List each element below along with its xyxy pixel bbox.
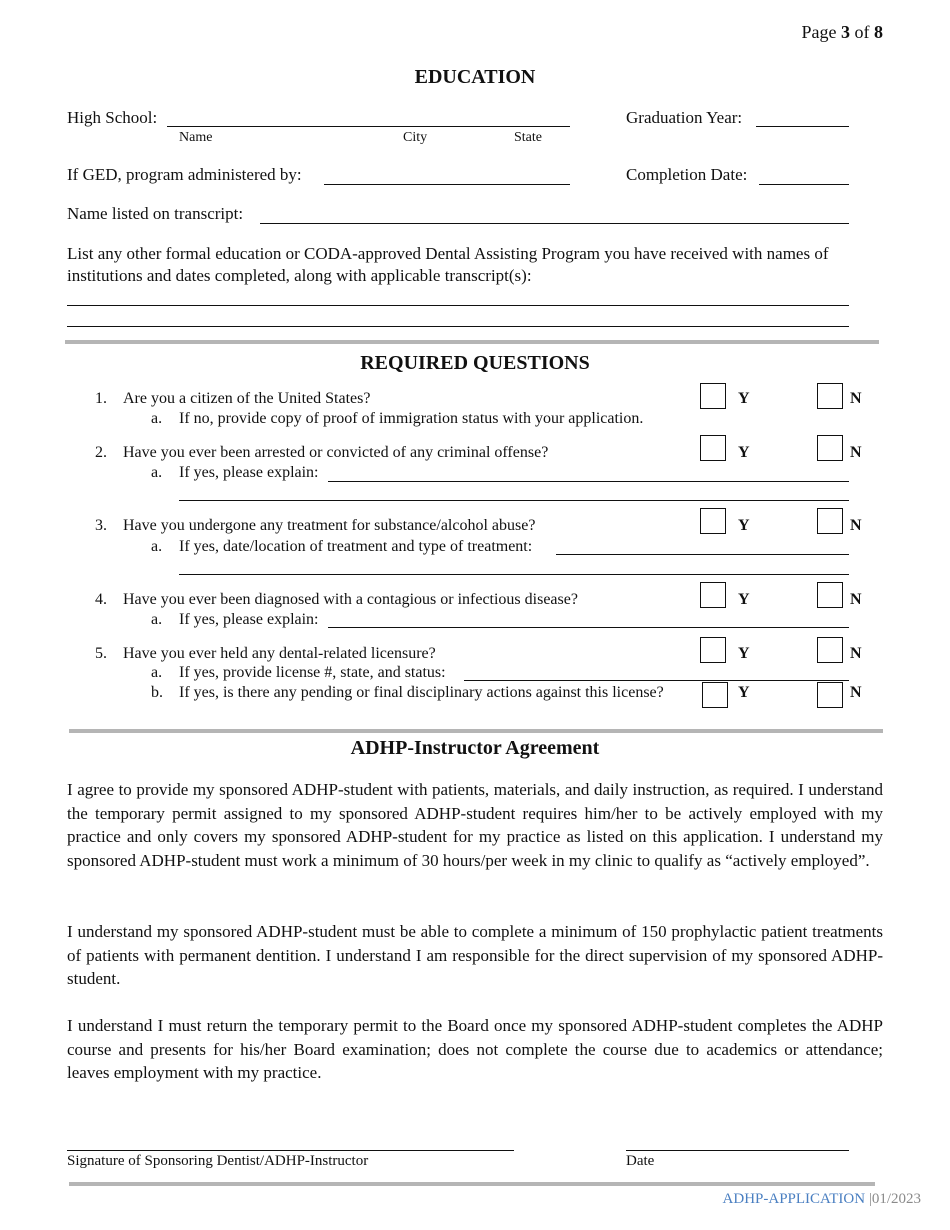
section-divider-2	[69, 729, 883, 733]
question-4a-text: If yes, please explain:	[179, 611, 319, 628]
question-3-yes-label: Y	[738, 517, 750, 534]
transcript-name-label: Name listed on transcript:	[67, 204, 244, 223]
question-3a-text: If yes, date/location of treatment and type of treatment:	[179, 538, 533, 555]
question-3-number: 3.	[95, 517, 107, 534]
transcript-name-field[interactable]	[260, 223, 849, 224]
question-4-text: Have you ever been diagnosed with a contagious or infectious disease?	[123, 591, 578, 608]
ged-label: If GED, program administered by:	[67, 165, 302, 184]
footer-separator: |	[868, 1191, 872, 1207]
question-3a-field[interactable]	[556, 554, 849, 555]
question-2a-field[interactable]	[328, 481, 849, 482]
question-1-number: 1.	[95, 390, 107, 407]
completion-date-label: Completion Date:	[626, 165, 748, 184]
question-5b-letter: b.	[151, 684, 163, 701]
page-current: 3	[841, 22, 850, 42]
question-2-no-checkbox[interactable]	[817, 435, 843, 461]
question-5b-yes-checkbox[interactable]	[702, 682, 728, 708]
question-5-yes-checkbox[interactable]	[700, 637, 726, 663]
question-3a-letter: a.	[151, 538, 163, 555]
question-5-yes-label: Y	[738, 645, 750, 662]
agreement-title: ADHP-Instructor Agreement	[350, 737, 600, 759]
signature-field[interactable]	[67, 1150, 514, 1151]
question-3-yes-checkbox[interactable]	[700, 508, 726, 534]
education-title: EDUCATION	[414, 66, 536, 88]
agreement-paragraph-3: I understand I must return the temporary permit to the Board once my sponsored ADHP-student completes the ADHP course and presents for his/her Board examination; does not complete the course due to academics or attendance; leaves employment with my practice.	[67, 1016, 883, 1082]
question-5b-no-label: N	[850, 684, 862, 701]
question-4-no-checkbox[interactable]	[817, 582, 843, 608]
question-4-number: 4.	[95, 591, 107, 608]
question-5-no-checkbox[interactable]	[817, 637, 843, 663]
high-school-city-caption: City	[403, 130, 428, 145]
high-school-label: High School:	[67, 108, 158, 127]
agreement-paragraph-1: I agree to provide my sponsored ADHP-student with patients, materials, and daily instruction, as required. I understand the temporary permit assigned to my sponsored ADHP-student requires him/her to be actively employed with my practice and only covers my sponsored ADHP-student for my practice as listed on this application. I understand my sponsored ADHP-student must work a minimum of 30 hours/per week in my clinic to qualify as “actively employed”.	[67, 780, 883, 870]
high-school-state-caption: State	[514, 130, 542, 145]
question-4-yes-label: Y	[738, 591, 750, 608]
section-divider	[65, 340, 879, 344]
question-5b-yes-label: Y	[738, 684, 750, 701]
question-4a-letter: a.	[151, 611, 163, 628]
question-2-number: 2.	[95, 444, 107, 461]
question-3-text: Have you undergone any treatment for substance/alcohol abuse?	[123, 517, 536, 534]
question-1a-text: If no, provide copy of proof of immigration status with your application.	[179, 410, 644, 427]
question-5b-text: If yes, is there any pending or final disciplinary actions against this license?	[179, 684, 664, 701]
question-2a-letter: a.	[151, 464, 163, 481]
date-label: Date	[626, 1153, 655, 1169]
footer-divider	[69, 1182, 875, 1186]
question-4-yes-checkbox[interactable]	[700, 582, 726, 608]
footer	[723, 1191, 921, 1208]
page-label: Page	[801, 22, 837, 42]
question-2-yes-checkbox[interactable]	[700, 435, 726, 461]
question-1-yes-label: Y	[738, 390, 750, 407]
question-3a-field-line-2[interactable]	[179, 574, 849, 575]
question-4a-field[interactable]	[328, 627, 849, 628]
other-education-text: List any other formal education or CODA-approved Dental Assisting Program you have received with names of institutions and dates completed, along with applicable transcript(s):	[67, 244, 829, 285]
question-1-no-checkbox[interactable]	[817, 383, 843, 409]
question-3-no-label: N	[850, 517, 862, 534]
question-5-number: 5.	[95, 645, 107, 662]
footer-version: 01/2023	[871, 1191, 921, 1207]
question-5-no-label: N	[850, 645, 862, 662]
question-1-yes-checkbox[interactable]	[700, 383, 726, 409]
footer-form-name: ADHP-APPLICATION	[722, 1191, 866, 1207]
question-5b-no-checkbox[interactable]	[817, 682, 843, 708]
agreement-paragraph-2: I understand my sponsored ADHP-student must be able to complete a minimum of 150 prophylactic patient treatments of patients with permanent dentition. I understand I am responsible for the direct supervision of my sponsored ADHP-student.	[67, 922, 883, 988]
question-5a-letter: a.	[151, 664, 163, 681]
questions-title: REQUIRED QUESTIONS	[360, 352, 590, 374]
question-5-text: Have you ever held any dental-related licensure?	[123, 645, 436, 662]
other-education-line-2[interactable]	[67, 326, 849, 327]
graduation-year-field[interactable]	[756, 126, 849, 127]
question-2a-text: If yes, please explain:	[179, 464, 319, 481]
other-education-line-1[interactable]	[67, 305, 849, 306]
high-school-name-caption: Name	[179, 130, 213, 145]
question-2-no-label: N	[850, 444, 862, 461]
graduation-year-label: Graduation Year:	[626, 108, 743, 127]
question-5a-field[interactable]	[464, 680, 849, 681]
question-2-yes-label: Y	[738, 444, 750, 461]
page-of: of	[854, 22, 870, 42]
ged-field[interactable]	[324, 184, 570, 185]
page-total: 8	[874, 22, 883, 42]
high-school-field[interactable]	[167, 126, 570, 127]
question-4-no-label: N	[850, 591, 862, 608]
question-5a-text: If yes, provide license #, state, and status:	[179, 664, 446, 681]
question-2a-field-line-2[interactable]	[179, 500, 849, 501]
question-2-text: Have you ever been arrested or convicted of any criminal offense?	[123, 444, 549, 461]
question-1a-letter: a.	[151, 410, 163, 427]
page-number	[802, 22, 884, 43]
signature-label: Signature of Sponsoring Dentist/ADHP-Instructor	[67, 1153, 369, 1169]
completion-date-field[interactable]	[759, 184, 849, 185]
question-1-text: Are you a citizen of the United States?	[123, 390, 371, 407]
question-3-no-checkbox[interactable]	[817, 508, 843, 534]
question-1-no-label: N	[850, 390, 862, 407]
date-field[interactable]	[626, 1150, 849, 1151]
